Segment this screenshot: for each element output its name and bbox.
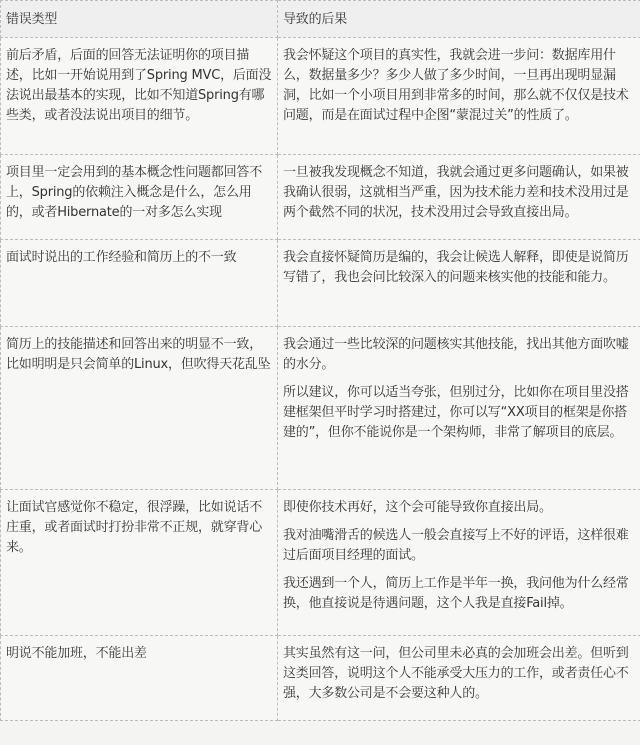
consequence-paragraph: 我会怀疑这个项目的真实性，我就会进一步问：数据库用什么，数据量多少？多少人做了多少时间，一旦再出现明显漏洞，比如一个小项目用到非常多的时间，那么就不仅仅是技术问题，而是在面试过程中企图“蒙混过关”的性质了。 [283, 48, 629, 123]
header-error-type: 错误类型 [1, 1, 278, 38]
header-consequence: 导致的后果 [278, 1, 640, 38]
consequence-cell [278, 38, 640, 155]
table-row [1, 327, 640, 490]
consequence-cell [278, 327, 640, 490]
error-type-cell: 前后矛盾，后面的回答无法证明你的项目描述，比如一开始说用到了Spring MVC，后面没法说出最基本的实现，比如不知道Spring有哪些类，或者没法说出项目的细节。 [1, 38, 278, 155]
consequence-paragraph: 一旦被我发现概念不知道，我就会通过更多问题确认，如果被我确认很弱，这就相当严重，因为技术能力差和技术没用过是两个截然不同的状况，技术没用过会导致直接出局。 [283, 165, 629, 220]
error-type-cell: 明说不能加班，不能出差 [1, 636, 278, 721]
error-type-cell: 面试时说出的工作经验和简历上的不一致 [1, 240, 278, 327]
consequence-cell [278, 636, 640, 721]
table-row [1, 155, 640, 240]
table-row [1, 636, 640, 721]
table-row [1, 490, 640, 636]
error-type-cell: 让面试官感觉你不稳定，很浮躁，比如说话不庄重，或者面试时打扮非常不正规，就穿背心来。 [1, 490, 278, 636]
error-type-cell: 简历上的技能描述和回答出来的明显不一致，比如明明是只会简单的Linux，但吹得天花乱坠 [1, 327, 278, 490]
consequence-paragraph: 我对油嘴滑舌的候选人一般会直接写上不好的评语，这样很难过后面项目经理的面试。 [283, 528, 629, 563]
consequence-paragraph: 其实虽然有这一问，但公司里未必真的会加班会出差。但听到这类回答，说明这个人不能承受大压力的工作，或者责任心不强，大多数公司是不会要这种人的。 [283, 646, 629, 701]
table-row [1, 38, 640, 155]
consequence-paragraph: 我会通过一些比较深的问题核实其他技能，找出其他方面吹嘘的水分。 [283, 337, 629, 372]
consequence-paragraph: 我会直接怀疑简历是编的，我会让候选人解释，即使是说简历写错了，我也会问比较深入的问题来核实他的技能和能力。 [283, 250, 629, 285]
consequence-paragraph: 我还遇到一个人，简历上工作是半年一换，我问他为什么经常换，他直接说是待遇问题，这个人我是直接Fail掉。 [283, 576, 629, 611]
table-row [1, 240, 640, 327]
error-type-cell: 项目里一定会用到的基本概念性问题都回答不上，Spring的依赖注入概念是什么，怎么用的，或者Hibernate的一对多怎么实现 [1, 155, 278, 240]
consequence-paragraph: 即使你技术再好，这个会可能导致你直接出局。 [283, 500, 552, 515]
table-header-row [1, 1, 640, 38]
consequence-cell [278, 490, 640, 636]
consequence-cell [278, 240, 640, 327]
consequence-paragraph: 所以建议，你可以适当夸张，但别过分，比如你在项目里没搭建框架但平时学习时搭建过，你可以写“XX项目的框架是你搭建的”，但你不能说你是一个架构师，非常了解项目的底层。 [283, 385, 629, 440]
consequence-cell [278, 155, 640, 240]
